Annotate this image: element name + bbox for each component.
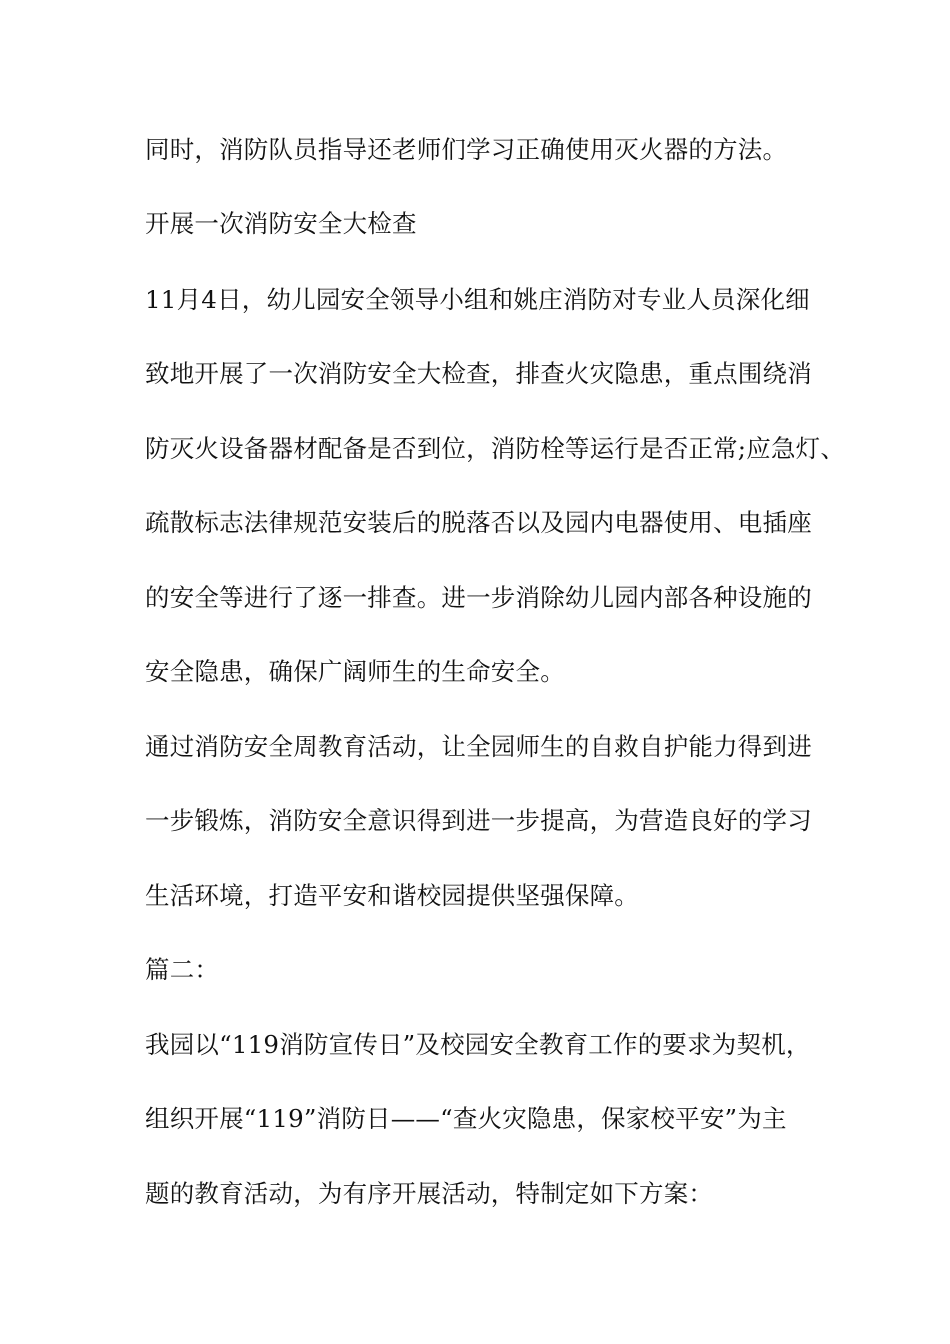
text-line-14: 组织开展“119”消防日——“查火灾隐患，保家校平安”为主 bbox=[145, 1104, 787, 1133]
text-line-6: 疏散标志法律规范安装后的脱落否以及园内电器使用、电插座 bbox=[145, 508, 812, 537]
text-line-9: 通过消防安全周教育活动，让全园师生的自救自护能力得到进 bbox=[145, 732, 812, 761]
part-two-heading: 篇二： bbox=[145, 955, 220, 984]
text-line-11: 生活环境，打造平安和谐校园提供坚强保障。 bbox=[145, 881, 639, 910]
text-line-13: 我园以“119消防宣传日”及校园安全教育工作的要求为契机， bbox=[145, 1030, 811, 1059]
text-line-1: 同时，消防队员指导还老师们学习正确使用灭火器的方法。 bbox=[145, 135, 788, 164]
text-line-4: 致地开展了一次消防安全大检查，排查火灾隐患，重点围绕消 bbox=[145, 359, 812, 388]
text-line-8: 安全隐患，确保广阔师生的生命安全。 bbox=[145, 657, 565, 686]
text-line-10: 一步锻炼，消防安全意识得到进一步提高，为营造良好的学习 bbox=[145, 806, 812, 835]
text-line-15: 题的教育活动，为有序开展活动，特制定如下方案： bbox=[145, 1179, 714, 1208]
text-line-3: 11月4日，幼儿园安全领导小组和姚庄消防对专业人员深化细 bbox=[145, 285, 810, 314]
text-line-7: 的安全等进行了逐一排查。进一步消除幼儿园内部各种设施的 bbox=[145, 583, 812, 612]
text-line-5: 防灭火设备器材配备是否到位，消防栓等运行是否正常;应急灯、 bbox=[145, 434, 846, 463]
section-heading: 开展一次消防安全大检查 bbox=[145, 209, 417, 238]
